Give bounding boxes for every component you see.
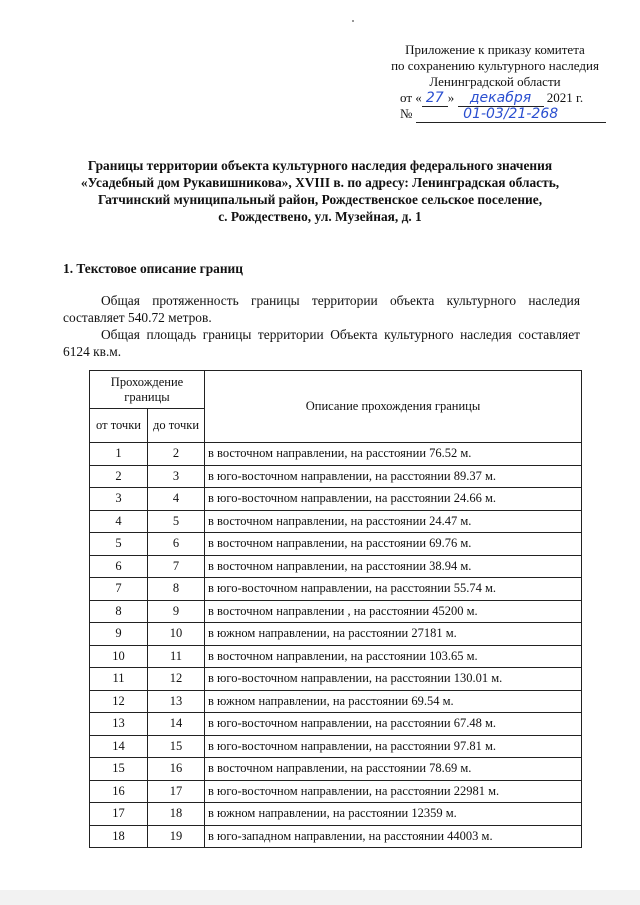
date-day-handwritten: 27 — [422, 90, 448, 107]
cell-description: в южном направлении, на расстоянии 27181 м. — [205, 623, 582, 646]
cell-to-point: 9 — [148, 600, 205, 623]
cell-from-point: 14 — [90, 735, 148, 758]
table-row — [90, 758, 582, 781]
cell-to-point: 13 — [148, 690, 205, 713]
appendix-header — [380, 42, 610, 90]
appendix-date — [400, 90, 583, 107]
cell-from-point: 6 — [90, 555, 148, 578]
cell-from-point: 4 — [90, 510, 148, 533]
cell-from-point: 1 — [90, 443, 148, 466]
scan-bottom-edge — [0, 890, 640, 905]
cell-from-point: 12 — [90, 690, 148, 713]
cell-description: в юго-восточном направлении, на расстоянии 89.37 м. — [205, 465, 582, 488]
table-row — [90, 713, 582, 736]
cell-to-point: 6 — [148, 533, 205, 556]
table-row — [90, 488, 582, 511]
section-heading: 1. Текстовое описание границ — [63, 261, 243, 276]
table-row — [90, 600, 582, 623]
title-line-1: Границы территории объекта культурного наследия федерального значения — [87, 158, 553, 173]
date-year: 2021 г. — [546, 90, 584, 105]
table-row — [90, 578, 582, 601]
table-row — [90, 803, 582, 826]
cell-to-point: 4 — [148, 488, 205, 511]
cell-description: в юго-восточном направлении, на расстоянии 55.74 м. — [205, 578, 582, 601]
cell-description: в юго-восточном направлении, на расстоянии 24.66 м. — [205, 488, 582, 511]
title-line-3: Гатчинский муниципальный район, Рождественское сельское поселение, — [97, 192, 543, 207]
cell-from-point: 11 — [90, 668, 148, 691]
table-row — [90, 533, 582, 556]
table-row — [90, 645, 582, 668]
title-line-4: с. Рождествено, ул. Музейная, д. 1 — [218, 209, 422, 224]
header-passage: Прохождение границы — [90, 371, 205, 409]
boundary-table — [89, 370, 582, 848]
scan-speck — [352, 20, 354, 22]
appendix-line-1: Приложение к приказу комитета — [405, 42, 585, 57]
table-row — [90, 825, 582, 848]
cell-from-point: 13 — [90, 713, 148, 736]
cell-description: в южном направлении, на расстоянии 69.54 м. — [205, 690, 582, 713]
cell-description: в юго-восточном направлении, на расстоянии 67.48 м. — [205, 713, 582, 736]
appendix-line-3: Ленинградской области — [429, 74, 561, 89]
table-row — [90, 735, 582, 758]
date-month-handwritten: декабря — [458, 90, 544, 107]
cell-from-point: 9 — [90, 623, 148, 646]
cell-from-point: 7 — [90, 578, 148, 601]
cell-description: в южном направлении, на расстоянии 12359 м. — [205, 803, 582, 826]
cell-description: в юго-западном направлении, на расстоянии 44003 м. — [205, 825, 582, 848]
table-row — [90, 690, 582, 713]
cell-description: в восточном направлении, на расстоянии 103.65 м. — [205, 645, 582, 668]
cell-to-point: 14 — [148, 713, 205, 736]
cell-description: в юго-восточном направлении, на расстоянии 97.81 м. — [205, 735, 582, 758]
cell-to-point: 10 — [148, 623, 205, 646]
header-to-point: до точки — [148, 409, 205, 443]
header-from-point: от точки — [90, 409, 148, 443]
cell-description: в восточном направлении, на расстоянии 69.76 м. — [205, 533, 582, 556]
cell-from-point: 10 — [90, 645, 148, 668]
cell-from-point: 2 — [90, 465, 148, 488]
number-prefix: № — [400, 106, 413, 121]
cell-from-point: 3 — [90, 488, 148, 511]
cell-to-point: 8 — [148, 578, 205, 601]
cell-to-point: 16 — [148, 758, 205, 781]
cell-description: в восточном направлении, на расстоянии 76.52 м. — [205, 443, 582, 466]
cell-to-point: 3 — [148, 465, 205, 488]
table-row — [90, 780, 582, 803]
cell-to-point: 2 — [148, 443, 205, 466]
cell-to-point: 12 — [148, 668, 205, 691]
table-row — [90, 510, 582, 533]
boundary-table-body — [90, 443, 582, 848]
cell-from-point: 15 — [90, 758, 148, 781]
cell-description: в восточном направлении, на расстоянии 78.69 м. — [205, 758, 582, 781]
cell-to-point: 18 — [148, 803, 205, 826]
cell-description: в юго-восточном направлении, на расстоянии 130.01 м. — [205, 668, 582, 691]
title-line-2: «Усадебный дом Рукавишникова», XVIII в. по адресу: Ленинградская область, — [80, 175, 560, 190]
cell-to-point: 19 — [148, 825, 205, 848]
appendix-number — [400, 106, 606, 123]
table-row — [90, 443, 582, 466]
cell-from-point: 5 — [90, 533, 148, 556]
table-row — [90, 555, 582, 578]
cell-to-point: 15 — [148, 735, 205, 758]
cell-from-point: 17 — [90, 803, 148, 826]
number-handwritten: 01-03/21-268 — [416, 106, 606, 123]
appendix-line-2: по сохранению культурного наследия — [391, 58, 599, 73]
cell-description: в восточном направлении , на расстоянии 45200 м. — [205, 600, 582, 623]
cell-from-point: 8 — [90, 600, 148, 623]
cell-description: в восточном направлении, на расстоянии 38.94 м. — [205, 555, 582, 578]
cell-to-point: 17 — [148, 780, 205, 803]
cell-description: в юго-восточном направлении, на расстоянии 22981 м. — [205, 780, 582, 803]
cell-from-point: 18 — [90, 825, 148, 848]
cell-description: в восточном направлении, на расстоянии 24.47 м. — [205, 510, 582, 533]
cell-to-point: 11 — [148, 645, 205, 668]
area-paragraph: Общая площадь границы территории Объекта культурного наследия составляет 6124 кв.м. — [63, 327, 580, 359]
cell-from-point: 16 — [90, 780, 148, 803]
cell-to-point: 7 — [148, 555, 205, 578]
table-row — [90, 465, 582, 488]
header-description: Описание прохождения границы — [205, 371, 582, 443]
date-prefix: от « — [400, 90, 422, 105]
cell-to-point: 5 — [148, 510, 205, 533]
document-title — [40, 157, 600, 225]
table-row — [90, 668, 582, 691]
date-mid: » — [447, 90, 455, 105]
table-row — [90, 623, 582, 646]
length-paragraph: Общая протяженность границы территории объекта культурного наследия составляет 540.72 метров. — [63, 293, 580, 325]
